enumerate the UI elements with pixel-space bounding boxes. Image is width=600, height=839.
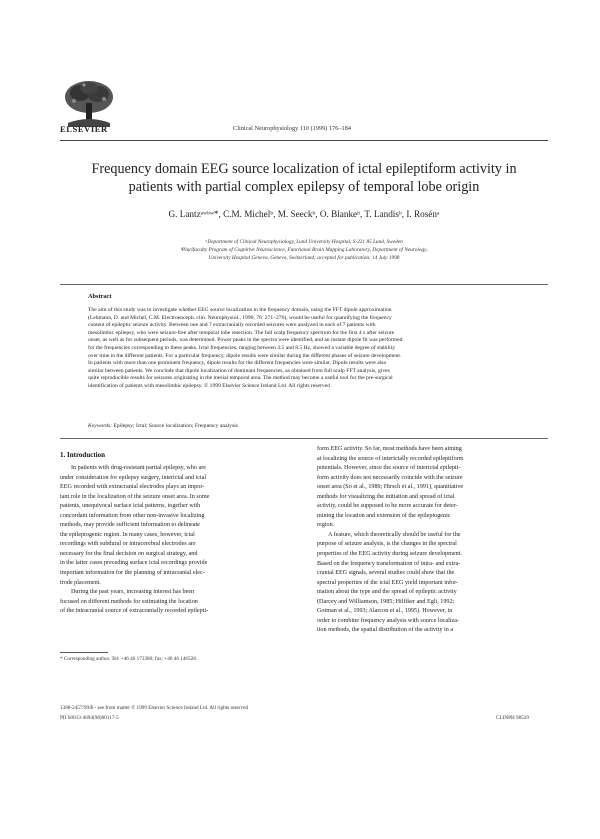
body-text-line: concordant information from other non-invasive localizing [60,512,205,519]
body-text-line: form activity does not necessarily coincide with the seizure [317,474,463,481]
pii-line: PII S0013-4694(98)00117-5 [60,715,119,721]
body-text-line: EEG recorded with extracranial electrodes plays an impor- [60,484,205,491]
affiliation-line: ᵇPlurifaculty Program of Cognitive Neuroscience, Functional Brain Mapping Laboratory, Department of Neurology, [180,247,428,253]
body-text-line: onset area (So et al., 1989; Hirsch et al., 1991), quantitative [317,484,464,491]
body-text-line: activity, could be supposed to be more accurate for deter- [317,503,458,510]
body-text-line: in the latter cases preceding surface ictal recordings provide [60,560,208,567]
abstract-line: In patients with more than one prominent frequency, dipole results for the different frequencies were similar. Dipole results were also [88,360,387,367]
body-text-line: order to combine frequency analysis with source localiza- [317,617,460,624]
body-text-line: Gotman et al., 1993; Alarcon et al., 1995). However, in [317,608,453,615]
author-list: G. Lantzᵃʷᵇʷ*, C.M. Michelᵇ, M. Seeckᵇ, O. Blankeᵇ, T. Landisᵇ, I. Rosénᵃ [168,209,440,219]
journal-citation: Clinical Neurophysiology 110 (1999) 176–184 [233,125,351,132]
body-text-line: properties of the EEG activity during seizure development. [317,551,462,558]
affiliations [60,238,548,262]
header-divider [60,140,548,141]
abstract-line: The aim of this study was to investigate whether EEG source localization in the frequency domain, using the FFT dipole approximation [88,307,392,313]
body-text-line: In patients with drug-resistant partial epilepsy, who are [71,465,206,471]
title-line: Frequency domain EEG source localization of ictal epileptiform activity in [91,161,517,177]
abstract-body [88,307,522,391]
body-text-line: Based on the frequency transformation of intra- and extra- [317,560,461,567]
body-text-line: of the intracranial source of extracranially recorded epilepti- [60,608,209,615]
abstract-line: mesolimbic epilepsy, who were seizure-free after temporal lobe resection. The full scalp frequency spectrum for the first 4 s after seizure [88,329,395,336]
keywords-divider [60,438,548,439]
body-text-line: focused on different methods for estimating the location [60,598,198,605]
affiliation-line: ᵃDepartment of Clinical Neurophysiology, Lund University Hospital, S-221 85 Lund, Sweden [205,239,403,245]
keywords-list: Epilepsy; Ictal; Source localization; Frequency analysis [112,423,238,429]
body-text-line: methods for visualizing the initiation and spread of ictal [317,493,455,500]
body-text-line: A feature, which theoretically should be useful for the [328,531,461,538]
section-heading: 1. Introduction [60,451,105,459]
body-text-line: the epileptogenic region. In many cases, however, ictal [60,531,195,538]
abstract-line: content of epileptic seizure activity. Between one and 7 extracranially recorded seizures were analyzed in each of 7 patients with [88,322,376,329]
body-text-line: under consideration for epilepsy surgery, interictal and ictal [60,474,207,481]
keywords-label: Keywords: [88,423,113,429]
body-text-line: mation about the type and the spread of epileptic activity [317,589,457,596]
body-text-line: tant role in the localization of the seizure onset area. In some [60,493,210,500]
left-text-column [60,464,291,617]
abstract-line: identification of patients with mesolimbic epilepsy. © 1999 Elsevier Science Ireland Ltd. All rights reserved [88,382,330,389]
body-text-line: trode placement. [60,579,101,586]
abstract-heading: Abstract [88,293,112,300]
affiliation-line: University Hospital Geneva, Geneva, Switzerland; accepted for publication: 14 July 1998 [208,255,400,261]
body-text-line: at localizing the source of interictally recorded epileptiform [317,455,464,462]
abstract-line: onset, as well as for subsequent periods, was determined. Power peaks in the spectra were identified, and an instant dipole fit was performed [88,337,403,344]
body-text-line: methods, may provide sufficient information to delineate [60,522,200,529]
elsevier-tree-logo [60,79,118,129]
body-text-line: spectral properties of the ictal EEG yield important infor- [317,579,459,586]
abstract-line: over time in the different patients. For a particular frequency, dipole results were similar during the different phases of seizure development. [88,352,402,359]
body-text-line: During the past years, increasing interest has been [71,589,195,596]
footnote-divider [60,652,108,653]
abstract-line: (Lehmann, D. and Michel, C.M. Electroenceph. clin. Neurophysiol., 1990, 76: 271–276), would be useful for quantifying the frequency [88,314,392,321]
publisher-name: ELSEVIER [60,124,108,134]
body-text-line: potentials. However, since the source of interictal epilepti- [317,465,461,472]
body-text-line: form EEG activity. So far, most methods have been aiming [317,446,462,452]
abstract-line: for the frequencies corresponding to these peaks. Ictal frequencies, ranging between 3.5 and 8.5 Hz, showed a variable degree of stability [88,344,396,351]
body-text-line: cranial EEG signals, several studies could show that the [317,570,455,577]
abstract-divider [60,284,548,285]
copyright-line: 1388-2457/99/$ - see front matter © 1999 Elsevier Science Ireland Ltd. All rights reserved [60,705,249,711]
body-text-line: recordings with subdural or intracerebral electrodes are [60,541,196,548]
body-text-line: patients, unequivocal surface ictal patterns, together with [60,503,201,510]
article-title [70,160,538,196]
footnote: * Corresponding author. Tel: +46 46 173380; fax: +46 46 146528. [60,656,198,662]
body-text-line: region. [317,522,335,529]
right-text-column [317,445,548,636]
body-text-line: tion methods, the spatial distribution of the activity in a [317,627,454,634]
body-text-line: mining the location and extension of the epileptogenic [317,512,451,519]
body-text-line: important information for the planning of intracranial elec- [60,570,205,577]
abstract-line: similar between patients. We conclude that dipole localization of dominant frequencies, as obtained from full scalp FFT analysis, gives [88,367,390,374]
body-text-line: necessary for the final decision on surgical strategy, and [60,550,198,557]
abstract-line: quite reproducible results for seizures originating in the mesial temporal area. The method may become a useful tool for the pre-surgical [88,375,393,382]
body-text-line: purpose of seizure analysis, is the changes in the spectral [317,541,457,548]
article-code: CLINPH 98539 [496,715,529,721]
body-text-line: (Darcey and Williamson, 1985; Hilfiker and Egli, 1992; [317,598,455,605]
title-line: patients with partial complex epilepsy of temporal lobe origin [128,179,480,195]
keywords [88,423,238,429]
